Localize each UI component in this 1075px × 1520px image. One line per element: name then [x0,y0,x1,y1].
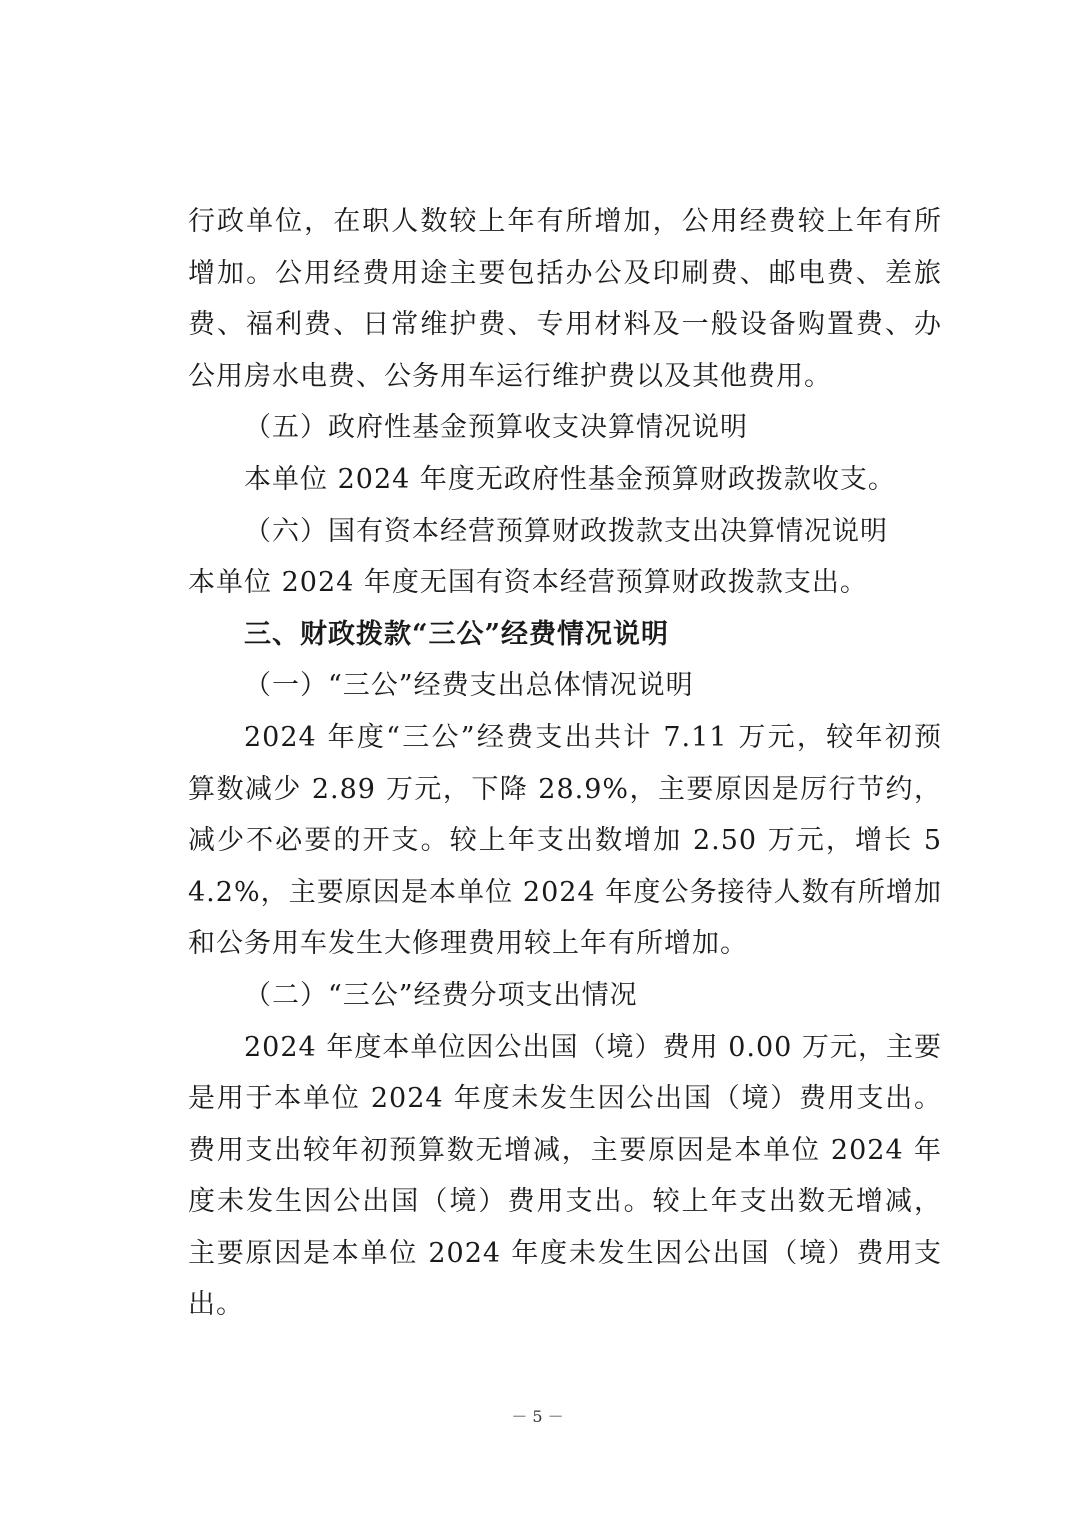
heading-gov-fund-budget: （五）政府性基金预算收支决算情况说明 [244,412,748,444]
paragraph-three-public-overall: 2024 年度“三公”经费支出共计 7.11 万元，较年初预算数减少 2.89 万元，下降 28.9%，主要原因是厉行节约，减少不必要的开支。较上年支出数增加 2.50 万元，增长 54.2%，主要原因是本单位 2024 年度公务接待人数有所增加和公务用车发生大修理费用较上年有所增加。 [188,721,942,960]
heading-three-public-itemized: （二）“三公”经费分项支出情况 [244,979,638,1011]
paragraph-gov-fund-budget: 本单位 2024 年度无政府性基金预算财政拨款收支。 [244,463,896,495]
page-number: － 5 － [511,1407,564,1426]
heading-three-public-overall: （一）“三公”经费支出总体情况说明 [244,670,694,702]
document-body [188,196,942,1331]
heading-state-capital-budget: （六）国有资本经营预算财政拨款支出决算情况说明 [244,515,888,547]
paragraph-state-capital-budget: 本单位 2024 年度无国有资本经营预算财政拨款支出。 [188,567,868,599]
paragraph-overseas-travel: 2024 年度本单位因公出国（境）费用 0.00 万元，主要是用于本单位 2024 年度未发生因公出国（境）费用支出。费用支出较年初预算数无增减，主要原因是本单位 2024 年度未发生因公出国（境）费用支出。较上年支出数无增减，主要原因是本单位 2024 年度未发生因公出国（境）费用支出。 [188,1031,942,1321]
paragraph-public-expenses: 行政单位，在职人数较上年有所增加，公用经费较上年有所增加。公用经费用途主要包括办公及印刷费、邮电费、差旅费、福利费、日常维护费、专用材料及一般设备购置费、办公用房水电费、公务用车运行维护费以及其他费用。 [188,206,942,392]
section-heading-three-public: 三、财政拨款“三公”经费情况说明 [244,618,670,650]
